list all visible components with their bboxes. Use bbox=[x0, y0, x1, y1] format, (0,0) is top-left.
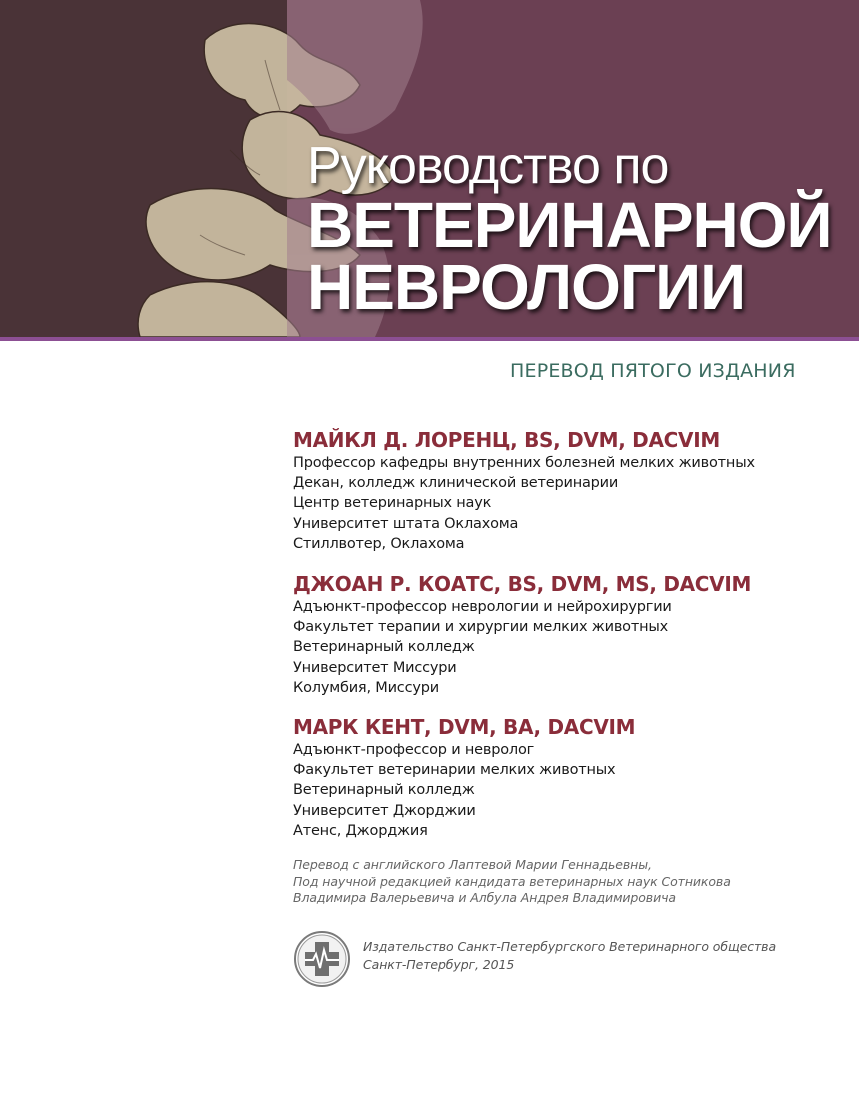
translation-line: Перевод с английского Лаптевой Марии Геннадьевны, bbox=[293, 857, 652, 872]
author-affiliation: Центр ветеринарных наук bbox=[293, 495, 492, 512]
author-affiliation: Стиллвотер, Оклахома bbox=[293, 535, 465, 552]
author-affiliation: Адъюнкт-профессор неврологии и нейрохирургии bbox=[293, 599, 672, 615]
title-line-2: ВЕТЕРИНАРНОЙ bbox=[307, 189, 832, 261]
author-affiliation: Ветеринарный колледж bbox=[293, 639, 475, 656]
author-name: МАЙКЛ Д. ЛОРЕНЦ, BS, DVM, DACVIM bbox=[293, 428, 720, 452]
book-title bbox=[307, 137, 832, 323]
author-affiliation: Адъюнкт-профессор и невролог bbox=[293, 742, 535, 758]
author-block-3 bbox=[293, 714, 635, 841]
cover-banner bbox=[0, 0, 859, 337]
author-affiliation: Университет Миссури bbox=[293, 659, 457, 676]
author-affiliation: Профессор кафедры внутренних болезней мелких животных bbox=[293, 455, 755, 471]
author-name: ДЖОАН Р. КОАТС, BS, DVM, MS, DACVIM bbox=[293, 572, 752, 596]
translation-line: Под научной редакцией кандидата ветеринарных наук Сотникова bbox=[293, 873, 731, 889]
banner-divider bbox=[0, 337, 859, 341]
publisher-logo-icon bbox=[293, 930, 351, 988]
publisher-info bbox=[363, 938, 776, 974]
author-affiliation: Факультет ветеринарии мелких животных bbox=[293, 762, 616, 779]
author-name: МАРК КЕНТ, DVM, BA, DACVIM bbox=[293, 715, 636, 739]
title-line-3: НЕВРОЛОГИИ bbox=[307, 251, 746, 323]
publisher-city-year: Санкт-Петербург, 2015 bbox=[363, 957, 515, 972]
author-affiliation: Колумбия, Миссури bbox=[293, 679, 439, 696]
author-affiliation: Ветеринарный колледж bbox=[293, 782, 475, 799]
author-affiliation: Университет штата Оклахома bbox=[293, 515, 519, 532]
translation-line: Владимира Валерьевича и Албула Андрея Владимировича bbox=[293, 890, 676, 905]
title-line-1: Руководство по bbox=[307, 137, 669, 195]
author-block-1 bbox=[293, 427, 755, 554]
edition-label: ПЕРЕВОД ПЯТОГО ИЗДАНИЯ bbox=[510, 360, 796, 382]
author-block-2 bbox=[293, 571, 751, 698]
author-affiliation: Атенс, Джорджия bbox=[293, 822, 428, 839]
author-affiliation: Факультет терапии и хирургии мелких животных bbox=[293, 619, 668, 636]
translation-credits bbox=[293, 857, 731, 907]
author-affiliation: Декан, колледж клинической ветеринарии bbox=[293, 475, 619, 492]
publisher-name: Издательство Санкт-Петербургского Ветеринарного общества bbox=[363, 939, 777, 954]
author-affiliation: Университет Джорджии bbox=[293, 802, 476, 819]
